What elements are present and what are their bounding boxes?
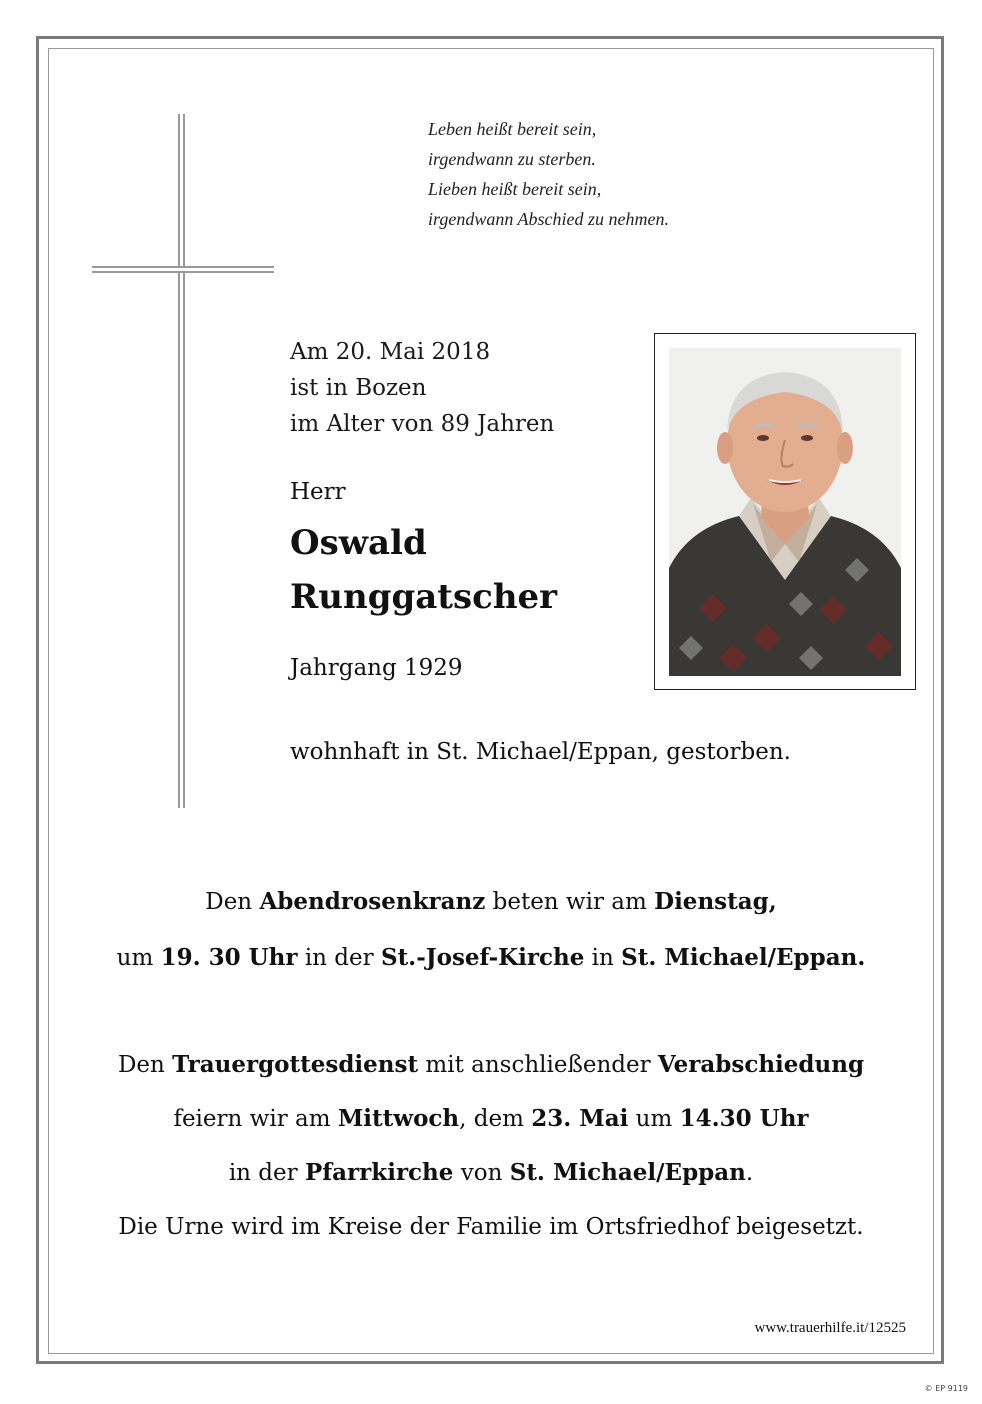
text-run: in der: [297, 945, 381, 971]
rosary-church: St.-Josef-Kirche: [380, 944, 585, 971]
text-run: Den: [117, 1052, 173, 1078]
first-name: Oswald: [290, 523, 427, 563]
rosary-day: Dienstag,: [654, 888, 777, 915]
text-run: in: [584, 945, 622, 971]
print-code: © EP 9119: [924, 1384, 968, 1393]
death-announcement: [290, 334, 630, 442]
announcement-line: Am 20. Mai 2018: [290, 339, 491, 365]
rosary-label: Abendrosenkranz: [259, 888, 486, 915]
text-run: um: [116, 945, 161, 971]
motto-line: Leben heißt bereit sein,: [428, 119, 597, 139]
motto-quote: [428, 114, 808, 234]
text-run: , dem: [459, 1106, 532, 1132]
text-run: .: [745, 1160, 754, 1186]
text-run: Den: [205, 889, 260, 915]
last-name: Runggatscher: [290, 577, 558, 617]
birth-year: Jahrgang 1929: [290, 655, 463, 681]
funeral-date: 23. Mai: [531, 1105, 629, 1132]
portrait-frame: [654, 333, 916, 690]
residence-line: wohnhaft in St. Michael/Eppan, gestorben.: [290, 739, 791, 765]
cross-vertical-beam: [178, 114, 185, 808]
text-run: von: [453, 1160, 510, 1186]
rosary-line-2: [60, 930, 922, 986]
funeral-day: Mittwoch: [337, 1105, 460, 1132]
motto-line: Lieben heißt bereit sein,: [428, 179, 602, 199]
funeral-line-4: Die Urne wird im Kreise der Familie im Ortsfriedhof beigesetzt.: [118, 1214, 864, 1240]
motto-line: irgendwann Abschied zu nehmen.: [428, 209, 669, 229]
funeral-line-1: [60, 1038, 922, 1092]
rosary-line-1: [60, 874, 922, 930]
farewell-label: Verabschiedung: [657, 1051, 865, 1078]
rosary-place: St. Michael/Eppan.: [621, 944, 866, 971]
funeral-church: Pfarrkirche: [304, 1159, 454, 1186]
text-run: beten wir am: [485, 889, 655, 915]
announcement-line: ist in Bozen: [290, 375, 427, 401]
funeral-line-3: [60, 1146, 922, 1200]
deceased-name: [290, 516, 557, 624]
funeral-place: St. Michael/Eppan: [509, 1159, 746, 1186]
text-run: in der: [228, 1160, 305, 1186]
salutation: Herr: [290, 479, 346, 505]
portrait-photo: [669, 348, 901, 676]
announcement-line: im Alter von 89 Jahren: [290, 411, 555, 437]
motto-line: irgendwann zu sterben.: [428, 149, 596, 169]
funeral-time: 14.30 Uhr: [679, 1105, 809, 1132]
funeral-announcement: [60, 1038, 922, 1254]
funeral-line-2: [60, 1092, 922, 1146]
funeral-service-label: Trauergottesdienst: [172, 1051, 419, 1078]
rosary-time: 19. 30 Uhr: [160, 944, 298, 971]
rosary-announcement: [60, 874, 922, 986]
cross-horizontal-beam: [92, 266, 274, 273]
text-run: um: [628, 1106, 680, 1132]
text-run: mit anschließender: [418, 1052, 658, 1078]
footer-url: www.trauerhilfe.it/12525: [754, 1320, 906, 1336]
text-run: feiern wir am: [173, 1106, 338, 1132]
